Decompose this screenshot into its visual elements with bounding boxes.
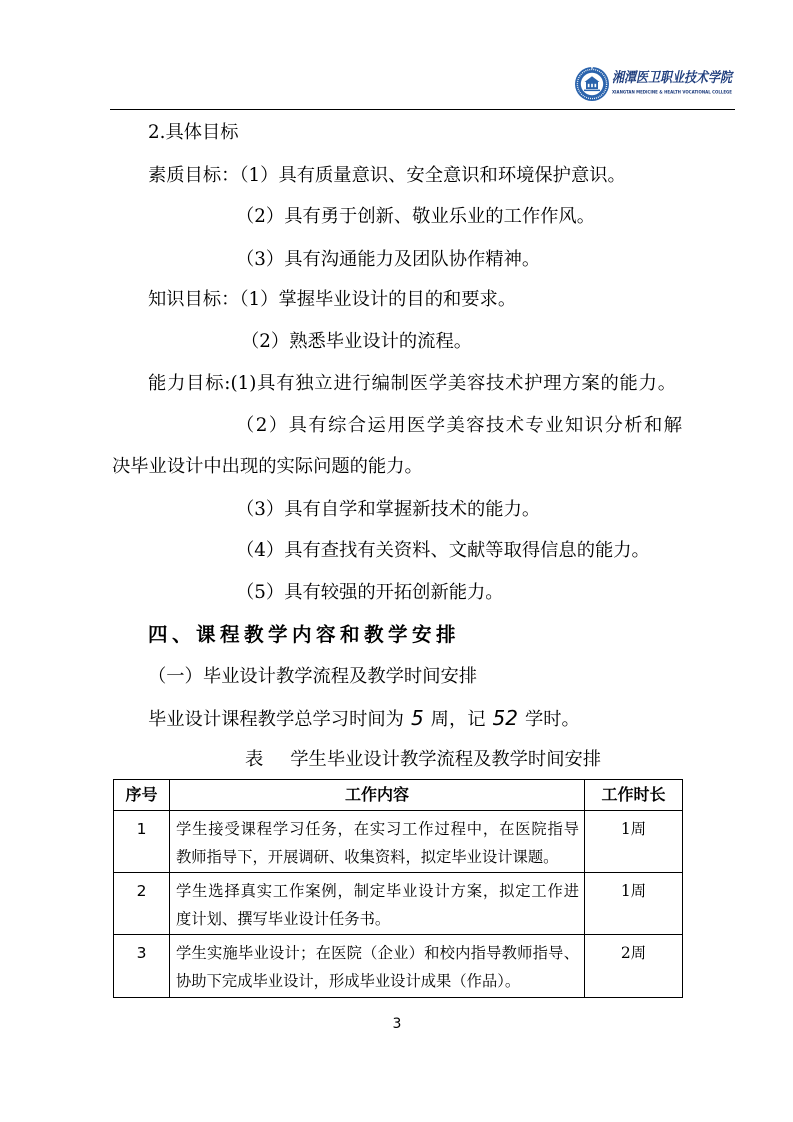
work-content-line: 学生实施毕业设计；在医院（企业）和校内指导教师指导、: [176, 944, 579, 962]
section-heading: 四、课程教学内容和教学安排: [148, 623, 461, 646]
total-study-time: [148, 705, 580, 731]
table-header-row: [114, 780, 683, 811]
quality-objective-item: （3）具有沟通能力及团队协作精神。: [236, 249, 541, 270]
table-caption-prefix: 表: [245, 749, 264, 770]
work-content-line: 学生接受课程学习任务，在实习工作过程中，在医院指导: [176, 820, 579, 838]
work-duration: 1周: [585, 811, 683, 873]
ability-objective-item-line: 决毕业设计中出现的实际问题的能力。: [112, 456, 423, 477]
work-content-cell: [170, 811, 585, 873]
table-row: [114, 873, 683, 935]
row-number: 1: [114, 811, 170, 873]
table-caption-title: 学生毕业设计教学流程及教学时间安排: [290, 749, 602, 770]
work-content-line: 学生选择真实工作案例，制定毕业设计方案，拟定工作进: [176, 882, 579, 900]
column-header-number: 序号: [114, 780, 170, 811]
ability-objectives-label: 能力目标:: [148, 373, 231, 394]
work-duration: 2周: [585, 935, 683, 998]
column-header-duration: 工作时长: [585, 780, 683, 811]
quality-objectives-line: [148, 163, 626, 189]
knowledge-objectives-label: 知识目标：: [148, 289, 240, 310]
ability-objectives-line: [148, 371, 676, 397]
college-logo-graphic: [568, 62, 752, 104]
ability-objective-item-line: （2）具有综合运用医学美容技术专业知识分析和解: [236, 415, 682, 436]
knowledge-objectives-line: [148, 287, 516, 313]
knowledge-objective-item: （1）掌握毕业设计的目的和要求。: [239, 289, 517, 310]
table-caption: [245, 747, 601, 773]
total-hours: 52: [492, 706, 518, 730]
table-row: [114, 811, 683, 873]
section-subheading: （一）毕业设计教学流程及教学时间安排: [148, 666, 478, 687]
ability-objective-item: （3）具有自学和掌握新技术的能力。: [236, 499, 541, 520]
row-number: 2: [114, 873, 170, 935]
college-logo: [568, 62, 752, 104]
work-duration: 1周: [585, 873, 683, 935]
weeks-unit: 周，记: [430, 709, 486, 730]
header-divider: [110, 109, 735, 110]
work-content-line: 教师指导下，开展调研、收集资料，拟定毕业设计课题。: [176, 848, 559, 866]
ability-objective-item: (1)具有独立进行编制医学美容技术护理方案的能力。: [230, 373, 676, 394]
hours-unit: 学时。: [524, 709, 580, 730]
quality-objective-item: （2）具有勇于创新、敬业乐业的工作作风。: [236, 206, 595, 227]
work-content-cell: [170, 873, 585, 935]
knowledge-objective-item: （2）熟悉毕业设计的流程。: [241, 331, 473, 352]
column-header-content: 工作内容: [170, 780, 585, 811]
work-content-line: 度计划、撰写毕业设计任务书。: [176, 910, 391, 928]
page-number: 3: [392, 1016, 402, 1032]
quality-objectives-label: 素质目标：: [148, 165, 240, 186]
total-time-prefix: 毕业设计课程教学总学习时间为: [148, 709, 404, 730]
ability-objective-item: （4）具有查找有关资料、文献等取得信息的能力。: [236, 540, 650, 561]
ability-objective-item: （5）具有较强的开拓创新能力。: [236, 582, 504, 603]
row-number: 3: [114, 935, 170, 998]
subsection-heading: 2.具体目标: [148, 122, 239, 143]
work-content-line: 协助下完成毕业设计，形成毕业设计成果（作品）。: [176, 972, 521, 990]
quality-objective-item: （1）具有质量意识、安全意识和环境保护意识。: [239, 165, 626, 186]
total-weeks: 5: [410, 706, 424, 730]
teaching-schedule-table: [113, 779, 683, 998]
college-name-en: XIANGTAN MEDICINE & HEALTH VOCATIONAL COLLEGE: [612, 90, 752, 96]
work-content-cell: [170, 935, 585, 998]
college-name-cn: 湘潭医卫职业技术学院: [612, 70, 752, 86]
college-emblem-icon: [575, 67, 609, 101]
table-row: [114, 935, 683, 998]
